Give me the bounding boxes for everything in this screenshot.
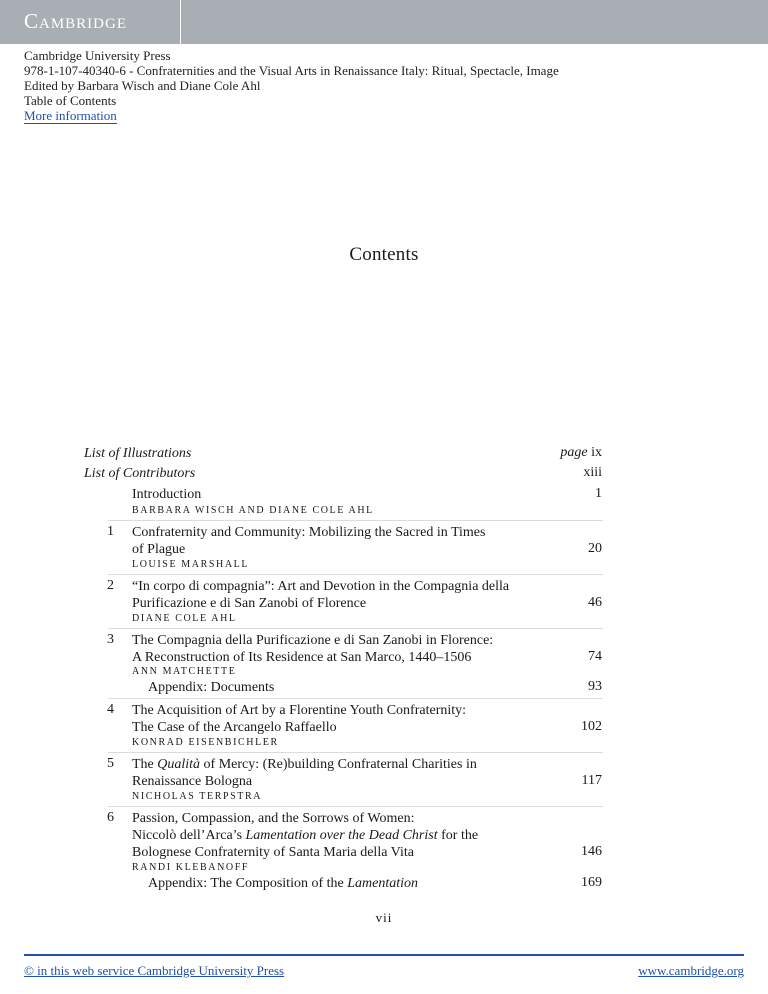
chapter-3-appendix: Appendix: Documents (148, 680, 275, 695)
chapter-3-number: 3 (107, 632, 114, 647)
entry-divider (108, 698, 603, 699)
chapter-6-number: 6 (107, 810, 114, 825)
chapter-1-author: LOUISE MARSHALL (132, 559, 250, 570)
entry-divider (108, 628, 603, 629)
chapter-3-appendix-page: 93 (588, 679, 602, 694)
entry-divider (108, 520, 603, 521)
cambridge-logo[interactable]: Cambridge (24, 9, 128, 33)
chapter-5-title-line2: Renaissance Bologna (132, 774, 253, 789)
chapter-2-page: 46 (588, 595, 602, 610)
footer-website-link[interactable]: www.cambridge.org (638, 963, 744, 978)
chapter-6-appendix-page: 169 (581, 875, 602, 890)
more-information-link[interactable]: More information (24, 108, 117, 123)
chapter-5-page: 117 (581, 773, 602, 788)
isbn-title-line: 978-1-107-40340-6 - Confraternities and the Visual Arts in Renaissance Italy: Ritual, Spectacle, Image (24, 63, 559, 78)
publisher-line: Cambridge University Press (24, 48, 171, 63)
chapter-6-title-line2: Niccolò dell’Arca’s Lamentation over the Dead Christ for the (132, 828, 479, 843)
chapter-2-title-line1: “In corpo di compagnia”: Art and Devotion in the Compagnia della (132, 579, 510, 594)
chapter-2-author: DIANE COLE AHL (132, 613, 237, 624)
chapter-5-title-line1: The Qualità of Mercy: (Re)building Confraternal Charities in (132, 757, 477, 772)
chapter-6-title-line1: Passion, Compassion, and the Sorrows of Women: (132, 811, 415, 826)
intro-author: BARBARA WISCH AND DIANE COLE AHL (132, 505, 374, 516)
section-line: Table of Contents (24, 93, 117, 108)
entry-divider (108, 806, 603, 807)
chapter-6-author: RANDI KLEBANOFF (132, 862, 250, 873)
chapter-3-title-line1: The Compagnia della Purificazione e di San Zanobi in Florence: (132, 633, 494, 648)
intro-page: 1 (595, 486, 602, 501)
chapter-4-title-line2: The Case of the Arcangelo Raffaello (132, 720, 337, 735)
chapter-1-title-line2: of Plague (132, 542, 186, 557)
front-illustrations-label: List of Illustrations (84, 446, 192, 461)
page-folio: vii (375, 910, 393, 925)
page-title: Contents (349, 244, 419, 265)
chapter-6-appendix: Appendix: The Composition of the Lamentation (148, 876, 419, 891)
footer-copyright-link[interactable]: © in this web service Cambridge University Press (24, 963, 285, 978)
front-contributors-page: xiii (583, 465, 602, 480)
chapter-3-title-line2: A Reconstruction of Its Residence at San Marco, 1440–1506 (132, 650, 472, 665)
chapter-4-page: 102 (581, 719, 602, 734)
chapter-3-author: ANN MATCHETTE (132, 666, 237, 677)
chapter-2-number: 2 (107, 578, 114, 593)
intro-title: Introduction (132, 487, 202, 502)
chapter-4-number: 4 (107, 702, 114, 717)
editors-line: Edited by Barbara Wisch and Diane Cole Ahl (24, 78, 261, 93)
chapter-5-number: 5 (107, 756, 114, 771)
chapter-6-title-line3: Bolognese Confraternity of Santa Maria della Vita (132, 845, 414, 860)
chapter-6-page: 146 (581, 844, 602, 859)
entry-divider (108, 752, 603, 753)
chapter-3-page: 74 (588, 649, 602, 664)
footer-rule (24, 954, 744, 956)
chapter-1-page: 20 (588, 541, 602, 556)
chapter-4-author: KONRAD EISENBICHLER (132, 737, 279, 748)
chapter-1-title-line1: Confraternity and Community: Mobilizing the Sacred in Times (132, 525, 486, 540)
entry-divider (108, 574, 603, 575)
front-illustrations-page: page ix (560, 445, 602, 460)
chapter-5-author: NICHOLAS TERPSTRA (132, 791, 263, 802)
chapter-1-number: 1 (107, 524, 114, 539)
chapter-2-title-line2: Purificazione e di San Zanobi of Florence (132, 596, 367, 611)
front-contributors-label: List of Contributors (84, 466, 196, 481)
chapter-4-title-line1: The Acquisition of Art by a Florentine Youth Confraternity: (132, 703, 467, 718)
